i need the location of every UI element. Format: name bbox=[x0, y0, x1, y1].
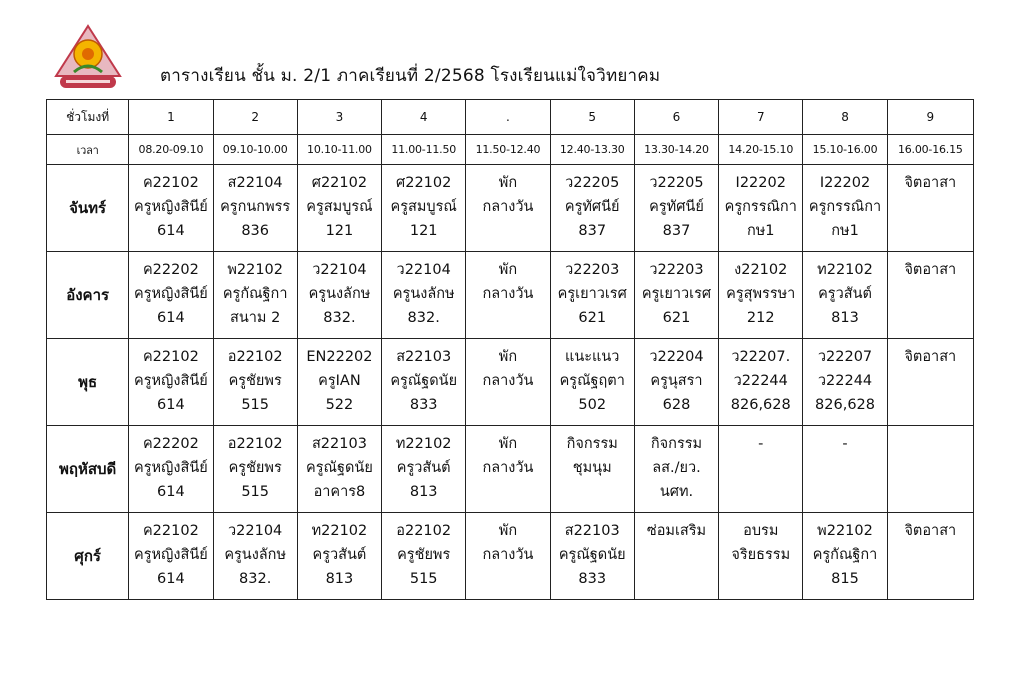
cell-line: - bbox=[842, 436, 848, 452]
cell-content bbox=[803, 339, 886, 417]
cell-line: 837 bbox=[578, 223, 607, 239]
cell-content bbox=[129, 426, 212, 504]
cell-content bbox=[635, 252, 718, 330]
time-slot: 13.30-14.20 bbox=[634, 135, 718, 165]
cell-line: ว22104 bbox=[396, 262, 451, 278]
day-name: พฤหัสบดี bbox=[47, 426, 129, 513]
cell-line: ครูกัณฐิกา bbox=[812, 547, 878, 563]
cell-line: ครูนงลักษ bbox=[224, 547, 287, 563]
cell-line: I22202 bbox=[819, 175, 871, 191]
cell-line: ส22103 bbox=[311, 436, 367, 452]
cell-content bbox=[466, 339, 549, 393]
cell-line: ครูหญิงสินีย์ bbox=[134, 199, 208, 215]
cell-line: 813 bbox=[325, 571, 354, 587]
cell-line: ครูกรรณิกา bbox=[724, 199, 797, 215]
timetable-cell bbox=[719, 252, 803, 339]
cell-content bbox=[719, 252, 802, 330]
cell-line: อ22102 bbox=[227, 436, 283, 452]
cell-line: ครูชัยพร bbox=[397, 547, 451, 563]
cell-line: ครูชัยพร bbox=[228, 460, 282, 476]
cell-line: พัก bbox=[498, 262, 518, 278]
cell-line: กษ1 bbox=[831, 223, 859, 239]
cell-line: 836 bbox=[241, 223, 269, 239]
cell-content bbox=[888, 426, 973, 432]
time-slot: 15.10-16.00 bbox=[803, 135, 887, 165]
cell-line: ครูณัฐดนัย bbox=[558, 547, 626, 563]
cell-content bbox=[551, 426, 634, 480]
cell-line: จิตอาสา bbox=[904, 262, 957, 278]
cell-line: ครูสมบูรณ์ bbox=[390, 199, 457, 215]
cell-content bbox=[719, 165, 802, 243]
cell-line: ครูวสันต์ bbox=[818, 286, 872, 302]
time-slot: 09.10-10.00 bbox=[213, 135, 297, 165]
cell-line: กลางวัน bbox=[482, 460, 534, 476]
cell-content bbox=[129, 252, 212, 330]
timetable-cell bbox=[803, 252, 887, 339]
cell-line: กลางวัน bbox=[482, 547, 534, 563]
cell-line: จิตอาสา bbox=[904, 175, 957, 191]
school-logo-icon bbox=[52, 24, 124, 94]
cell-line: อ22102 bbox=[227, 349, 283, 365]
cell-line: 502 bbox=[578, 397, 607, 413]
cell-line: 621 bbox=[662, 310, 691, 326]
day-name: จันทร์ bbox=[47, 165, 129, 252]
timetable-cell bbox=[719, 513, 803, 600]
cell-line: แนะแนว bbox=[565, 349, 620, 365]
timetable-cell bbox=[466, 339, 550, 426]
cell-content bbox=[298, 513, 381, 591]
timetable-cell bbox=[382, 339, 466, 426]
day-row bbox=[47, 339, 974, 426]
cell-line: 515 bbox=[409, 571, 438, 587]
cell-line: ว22244 bbox=[733, 373, 788, 389]
cell-line: พ22102 bbox=[817, 523, 873, 539]
day-row bbox=[47, 252, 974, 339]
timetable-cell bbox=[466, 165, 550, 252]
cell-line: สนาม 2 bbox=[230, 310, 281, 326]
cell-line: ว22207. bbox=[731, 349, 791, 365]
timetable-cell bbox=[297, 339, 381, 426]
cell-line: 621 bbox=[578, 310, 607, 326]
cell-line: I22202 bbox=[735, 175, 786, 191]
period-number: 8 bbox=[803, 100, 887, 135]
cell-line: พัก bbox=[498, 523, 518, 539]
cell-line: 832. bbox=[407, 310, 440, 326]
cell-content bbox=[719, 513, 802, 567]
period-number: 9 bbox=[887, 100, 973, 135]
cell-line: ครูหญิงสินีย์ bbox=[134, 286, 208, 302]
timetable-cell bbox=[634, 513, 718, 600]
cell-line: กษ1 bbox=[746, 223, 775, 239]
timetable-cell bbox=[803, 339, 887, 426]
timetable-cell bbox=[382, 252, 466, 339]
cell-content bbox=[719, 339, 802, 417]
cell-line: ครูหญิงสินีย์ bbox=[134, 460, 208, 476]
cell-content bbox=[888, 513, 973, 543]
period-number: 1 bbox=[129, 100, 213, 135]
cell-line: 212 bbox=[746, 310, 775, 326]
cell-line: ศ22102 bbox=[311, 175, 368, 191]
cell-content bbox=[214, 165, 297, 243]
cell-line: นศท. bbox=[659, 484, 694, 500]
time-slot: 08.20-09.10 bbox=[129, 135, 213, 165]
timetable-cell bbox=[719, 426, 803, 513]
timetable-cell bbox=[297, 426, 381, 513]
cell-line: กลางวัน bbox=[482, 286, 534, 302]
timetable-cell bbox=[297, 165, 381, 252]
cell-content bbox=[635, 513, 718, 543]
page-title: ตารางเรียน ชั้น ม. 2/1 ภาคเรียนที่ 2/2568 โรงเรียนแม่ใจวิทยาคม bbox=[160, 66, 661, 86]
cell-line: - bbox=[758, 436, 764, 452]
timetable-cell bbox=[887, 165, 973, 252]
timetable-cell bbox=[466, 426, 550, 513]
cell-line: ลส./ยว. bbox=[652, 460, 701, 476]
cell-content bbox=[298, 339, 381, 417]
cell-line: 833 bbox=[578, 571, 607, 587]
cell-line: 121 bbox=[325, 223, 354, 239]
day-row bbox=[47, 513, 974, 600]
timetable-cell bbox=[803, 513, 887, 600]
cell-line: กิจกรรม bbox=[566, 436, 618, 452]
cell-line: ครูณัฐดนัย bbox=[390, 373, 458, 389]
cell-line: ท22102 bbox=[395, 436, 452, 452]
cell-line: ครูกัณฐิกา bbox=[222, 286, 288, 302]
cell-line: ว22205 bbox=[565, 175, 620, 191]
cell-line: จริยธรรม bbox=[731, 547, 791, 563]
cell-line: ครูกรรณิกา bbox=[808, 199, 882, 215]
cell-line: ส22103 bbox=[564, 523, 620, 539]
cell-line: ครูทัศนีย์ bbox=[564, 199, 620, 215]
time-slot: 12.40-13.30 bbox=[550, 135, 634, 165]
cell-line: อาคาร8 bbox=[313, 484, 366, 500]
cell-line: ว22205 bbox=[649, 175, 704, 191]
timetable-cell bbox=[634, 426, 718, 513]
cell-content bbox=[214, 252, 297, 330]
time-slot: 11.00-11.50 bbox=[382, 135, 466, 165]
cell-content bbox=[214, 513, 297, 591]
cell-content bbox=[719, 426, 802, 456]
cell-line: ว22104 bbox=[228, 523, 283, 539]
cell-content bbox=[803, 426, 886, 456]
timetable-cell bbox=[129, 165, 213, 252]
timetable-cell bbox=[719, 165, 803, 252]
cell-line: 515 bbox=[241, 484, 269, 500]
cell-line: ครูหญิงสินีย์ bbox=[134, 547, 208, 563]
cell-content bbox=[129, 165, 212, 243]
cell-line: ครูนงลักษ bbox=[392, 286, 455, 302]
header-label: ชั่วโมงที่ bbox=[47, 100, 129, 135]
cell-content bbox=[888, 252, 973, 282]
cell-line: ครูนงลักษ bbox=[308, 286, 371, 302]
cell-line: ค22102 bbox=[142, 175, 199, 191]
cell-line: ครูนุสรา bbox=[650, 373, 703, 389]
period-number: . bbox=[466, 100, 550, 135]
cell-line: ครูสุพรรษา bbox=[726, 286, 796, 302]
cell-line: ครูวสันต์ bbox=[396, 460, 451, 476]
period-number: 3 bbox=[297, 100, 381, 135]
cell-line: 522 bbox=[325, 397, 354, 413]
cell-line: 121 bbox=[409, 223, 438, 239]
cell-content bbox=[298, 252, 381, 330]
cell-line: ครูสมบูรณ์ bbox=[306, 199, 373, 215]
cell-line: 515 bbox=[241, 397, 269, 413]
timetable-cell bbox=[382, 426, 466, 513]
cell-content bbox=[298, 426, 381, 504]
timetable-cell bbox=[382, 513, 466, 600]
cell-line: ท22102 bbox=[817, 262, 873, 278]
timetable-cell bbox=[466, 252, 550, 339]
cell-line: ว22204 bbox=[649, 349, 704, 365]
timetable-cell bbox=[213, 252, 297, 339]
cell-line: พ22102 bbox=[227, 262, 283, 278]
timetable-cell bbox=[887, 513, 973, 600]
cell-content bbox=[382, 513, 465, 591]
time-row bbox=[47, 135, 974, 165]
cell-line: ค22202 bbox=[142, 262, 199, 278]
cell-content bbox=[382, 339, 465, 417]
period-number: 5 bbox=[550, 100, 634, 135]
cell-line: ค22102 bbox=[142, 349, 199, 365]
cell-line: อบรม bbox=[743, 523, 779, 539]
cell-line: พัก bbox=[498, 175, 518, 191]
timetable-cell bbox=[129, 339, 213, 426]
cell-line: ส22104 bbox=[227, 175, 283, 191]
cell-content bbox=[803, 513, 886, 591]
timetable-cell bbox=[803, 426, 887, 513]
day-name: อังคาร bbox=[47, 252, 129, 339]
cell-line: 832. bbox=[239, 571, 272, 587]
time-slot: 10.10-11.00 bbox=[297, 135, 381, 165]
period-number: 4 bbox=[382, 100, 466, 135]
cell-line: 833 bbox=[409, 397, 438, 413]
timetable-cell bbox=[887, 426, 973, 513]
timetable-cell bbox=[382, 165, 466, 252]
time-slot: 16.00-16.15 bbox=[887, 135, 973, 165]
cell-content bbox=[803, 252, 886, 330]
cell-line: ครูIAN bbox=[318, 373, 361, 389]
cell-line: ครูทัศนีย์ bbox=[649, 199, 704, 215]
period-number: 2 bbox=[213, 100, 297, 135]
cell-line: ครูเยาวเรศ bbox=[641, 286, 712, 302]
timetable-cell bbox=[550, 339, 634, 426]
day-name: ศุกร์ bbox=[47, 513, 129, 600]
timetable-cell bbox=[297, 513, 381, 600]
timetable-cell bbox=[129, 426, 213, 513]
day-row bbox=[47, 165, 974, 252]
cell-content bbox=[129, 339, 212, 417]
cell-line: ชุมนุม bbox=[572, 460, 612, 476]
day-row bbox=[47, 426, 974, 513]
timetable-cell bbox=[213, 165, 297, 252]
cell-line: 832. bbox=[323, 310, 356, 326]
cell-line: ครูณัฐฤตา bbox=[559, 373, 625, 389]
timetable-cell bbox=[213, 426, 297, 513]
cell-line: กิจกรรม bbox=[650, 436, 703, 452]
cell-line: ครูวสันต์ bbox=[312, 547, 367, 563]
cell-line: ท22102 bbox=[311, 523, 368, 539]
timetable-cell bbox=[297, 252, 381, 339]
timetable-cell bbox=[550, 165, 634, 252]
cell-line: ว22104 bbox=[312, 262, 367, 278]
cell-content bbox=[551, 513, 634, 591]
cell-line: ง22102 bbox=[734, 262, 788, 278]
timetable-cell bbox=[213, 339, 297, 426]
cell-line: กลางวัน bbox=[482, 373, 534, 389]
cell-content bbox=[551, 165, 634, 243]
cell-line: ครูณัฐดนัย bbox=[306, 460, 373, 476]
cell-line: อ22102 bbox=[396, 523, 452, 539]
cell-line: จิตอาสา bbox=[904, 523, 957, 539]
timetable-cell bbox=[803, 165, 887, 252]
cell-line: ครูเยาวเรศ bbox=[557, 286, 627, 302]
timetable bbox=[46, 99, 974, 600]
cell-content bbox=[129, 513, 212, 591]
time-slot: 14.20-15.10 bbox=[719, 135, 803, 165]
cell-content bbox=[888, 339, 973, 369]
cell-content bbox=[803, 165, 886, 243]
cell-line: ว22207 bbox=[817, 349, 873, 365]
cell-line: 813 bbox=[831, 310, 859, 326]
cell-line: ครูหญิงสินีย์ bbox=[134, 373, 208, 389]
cell-content bbox=[298, 165, 381, 243]
timetable-cell bbox=[550, 252, 634, 339]
cell-line: ว22203 bbox=[565, 262, 620, 278]
timetable-cell bbox=[550, 426, 634, 513]
cell-line: ว22244 bbox=[817, 373, 873, 389]
cell-line: EN22202 bbox=[306, 349, 373, 365]
day-name: พุธ bbox=[47, 339, 129, 426]
cell-line: 826,628 bbox=[730, 397, 791, 413]
cell-content bbox=[551, 339, 634, 417]
timetable-cell bbox=[213, 513, 297, 600]
cell-content bbox=[382, 426, 465, 504]
cell-line: ส22103 bbox=[396, 349, 452, 365]
cell-line: จิตอาสา bbox=[904, 349, 957, 365]
timetable-cell bbox=[550, 513, 634, 600]
cell-line: ว22203 bbox=[649, 262, 704, 278]
cell-line: 815 bbox=[831, 571, 859, 587]
cell-line: 628 bbox=[662, 397, 691, 413]
timetable-cell bbox=[129, 252, 213, 339]
cell-content bbox=[382, 252, 465, 330]
time-slot: 11.50-12.40 bbox=[466, 135, 550, 165]
timetable-cell bbox=[887, 252, 973, 339]
timetable-cell bbox=[634, 339, 718, 426]
cell-line: 837 bbox=[662, 223, 691, 239]
cell-line: 614 bbox=[157, 223, 185, 239]
cell-content bbox=[466, 252, 549, 306]
cell-content bbox=[635, 426, 718, 504]
header-row bbox=[47, 100, 974, 135]
period-number: 7 bbox=[719, 100, 803, 135]
cell-content bbox=[214, 339, 297, 417]
cell-content bbox=[635, 339, 718, 417]
cell-line: พัก bbox=[498, 436, 518, 452]
period-number: 6 bbox=[634, 100, 718, 135]
time-label: เวลา bbox=[47, 135, 129, 165]
cell-line: ครูกนกพรร bbox=[220, 199, 291, 215]
cell-content bbox=[888, 165, 973, 195]
cell-content bbox=[466, 426, 549, 480]
timetable-cell bbox=[634, 252, 718, 339]
timetable-cell bbox=[719, 339, 803, 426]
cell-line: พัก bbox=[498, 349, 518, 365]
cell-line: ศ22102 bbox=[396, 175, 452, 191]
cell-line: 614 bbox=[157, 484, 185, 500]
cell-line: ครูชัยพร bbox=[228, 373, 282, 389]
timetable-cell bbox=[466, 513, 550, 600]
cell-line: 826,628 bbox=[815, 397, 875, 413]
cell-line: 614 bbox=[157, 310, 185, 326]
cell-line: 614 bbox=[157, 397, 185, 413]
cell-line: ค22202 bbox=[142, 436, 199, 452]
cell-line: 813 bbox=[409, 484, 438, 500]
cell-line: กลางวัน bbox=[482, 199, 534, 215]
cell-content bbox=[214, 426, 297, 504]
cell-line: ซ่อมเสริม bbox=[646, 523, 707, 539]
cell-content bbox=[551, 252, 634, 330]
cell-content bbox=[635, 165, 718, 243]
cell-content bbox=[466, 165, 549, 219]
cell-line: 614 bbox=[157, 571, 185, 587]
timetable-cell bbox=[129, 513, 213, 600]
cell-content bbox=[382, 165, 465, 243]
timetable-cell bbox=[887, 339, 973, 426]
cell-content bbox=[466, 513, 549, 567]
cell-line: ค22102 bbox=[142, 523, 199, 539]
timetable-cell bbox=[634, 165, 718, 252]
